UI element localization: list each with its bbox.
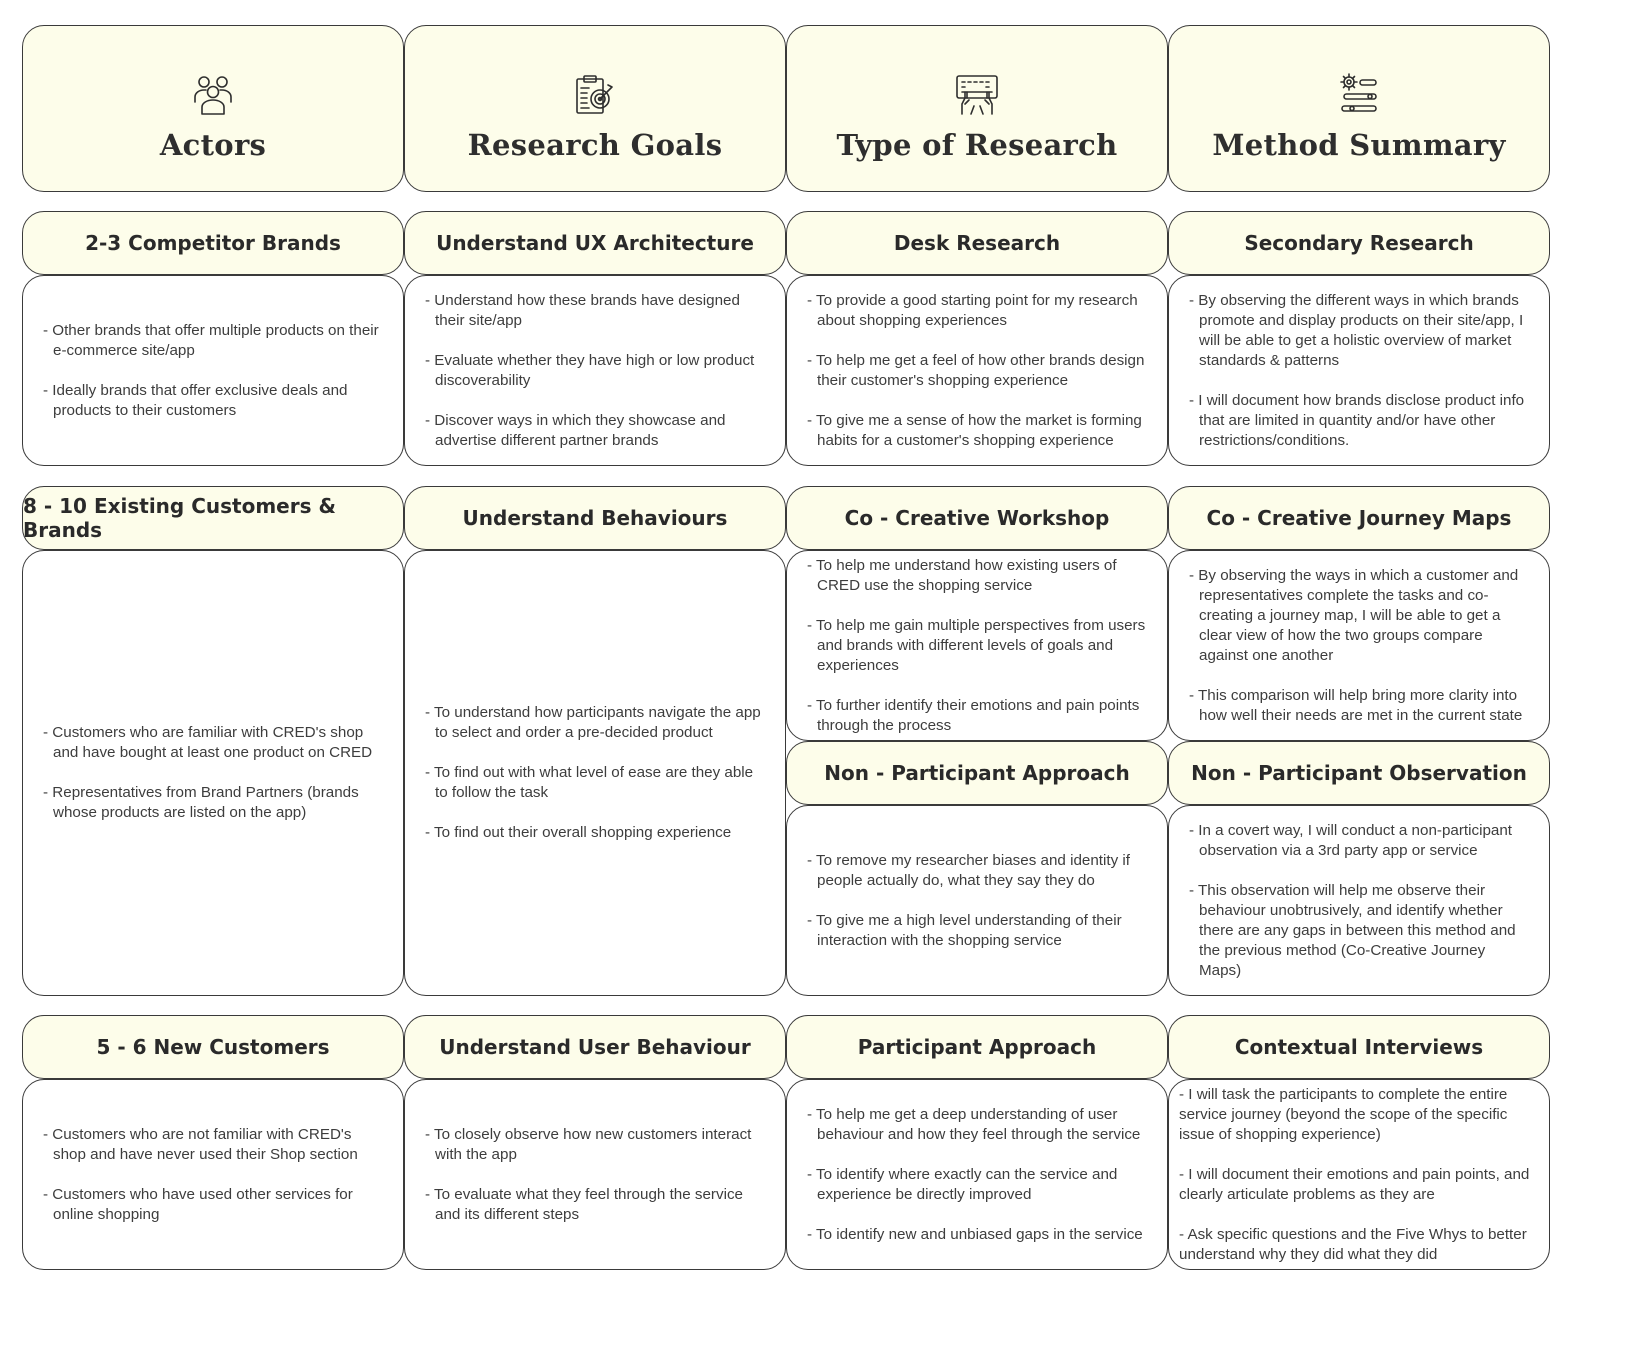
list-item: - To identify where exactly can the service and experience be directly improved [807, 1165, 1118, 1203]
list-item: - Ask specific questions and the Five Whys to better understand why they did what they did [1179, 1225, 1527, 1263]
label-text: Participant Approach [857, 1035, 1097, 1059]
label-text: Contextual Interviews [1234, 1035, 1484, 1059]
header-actors [22, 25, 404, 192]
list-item: - By observing the different ways in which brands promote and display products on their site/app, I will be able to get a holistic overview of market standards & patterns [1189, 291, 1524, 369]
list-item: - Customers who are familiar with CRED's shop and have bought at least one product on CRED [43, 724, 373, 761]
list-item: - To provide a good starting point for my research about shopping experiences [807, 291, 1138, 329]
label-contextual-interviews [1168, 1015, 1550, 1079]
list-item: - By observing the ways in which a customer and representatives complete the tasks and co-creating a journey map, I will be able to get a clear view of how the two groups compare against one another [1189, 566, 1519, 664]
label-text: Desk Research [893, 231, 1061, 255]
content-contextual-interviews [1168, 1079, 1550, 1270]
label-text: Non - Participant Approach [824, 761, 1130, 785]
content-understand-user-behaviour [404, 1079, 786, 1270]
header-method-summary [1168, 25, 1550, 192]
gear-process-icon [1336, 72, 1382, 118]
list-item: - To give me a high level understanding of their interaction with the shopping service [807, 911, 1122, 949]
label-text: Secondary Research [1244, 231, 1474, 255]
list-item: - To find out their overall shopping experience [425, 824, 732, 841]
content-desk-research [786, 275, 1168, 466]
label-text: 8 - 10 Existing Customers & Brands [23, 494, 336, 542]
list-item: - To help me understand how existing users of CRED use the shopping service [807, 556, 1117, 594]
list-item: - To help me get a feel of how other brands design their customer's shopping experience [807, 351, 1145, 389]
list-item: - This comparison will help bring more clarity into how well their needs are met in the current state [1189, 686, 1523, 724]
list-item: - To closely observe how new customers interact with the app [425, 1125, 752, 1163]
label-text: Co - Creative Workshop [844, 506, 1110, 530]
content-co-creative-journey-maps [1168, 550, 1550, 741]
list-item: - To further identify their emotions and pain points through the process [807, 696, 1140, 734]
label-non-participant-observation [1168, 741, 1550, 805]
label-text: Non - Participant Observation [1191, 761, 1527, 785]
content-existing-customers-brands [22, 550, 404, 996]
list-item: - This observation will help me observe their behaviour unobtrusively, and identify whether there are any gaps in between this method and the previous method (Co-Creative Journey Maps) [1189, 881, 1516, 979]
list-item: - I will document how brands disclose product info that are limited in quantity and/or have other restrictions/conditions. [1189, 391, 1525, 449]
header-title: Research Goals [467, 128, 723, 162]
list-item: - Customers who have used other services for online shopping [43, 1185, 353, 1223]
label-text: Understand User Behaviour [439, 1035, 751, 1059]
content-secondary-research [1168, 275, 1550, 466]
content-co-creative-workshop [786, 550, 1168, 741]
label-text: Understand UX Architecture [436, 231, 754, 255]
label-understand-user-behaviour [404, 1015, 786, 1079]
label-text: 2-3 Competitor Brands [85, 231, 341, 255]
people-icon [190, 72, 236, 118]
label-secondary-research [1168, 211, 1550, 275]
header-research-goals [404, 25, 786, 192]
list-item: - To understand how participants navigate the app to select and order a pre-decided product [425, 704, 761, 741]
list-item: - Understand how these brands have designed their site/app [425, 291, 740, 329]
label-desk-research [786, 211, 1168, 275]
header-type-of-research [786, 25, 1168, 192]
content-understand-ux-architecture [404, 275, 786, 466]
label-text: Understand Behaviours [462, 506, 728, 530]
label-new-customers [22, 1015, 404, 1079]
list-item: - I will document their emotions and pain points, and clearly articulate problems as they are [1179, 1165, 1530, 1203]
label-co-creative-workshop [786, 486, 1168, 550]
label-existing-customers-brands [22, 486, 404, 550]
header-title: Type of Research [836, 128, 1118, 162]
label-participant-approach [786, 1015, 1168, 1079]
label-text: Co - Creative Journey Maps [1206, 506, 1512, 530]
header-title: Method Summary [1212, 128, 1506, 162]
list-item: - To help me gain multiple perspectives from users and brands with different levels of goals and experiences [807, 616, 1146, 674]
list-item: - I will task the participants to complete the entire service journey (beyond the scope of the specific issue of shopping experience) [1179, 1085, 1508, 1143]
list-item: - Representatives from Brand Partners (brands whose products are listed on the app) [43, 784, 359, 821]
list-item: - Discover ways in which they showcase and advertise different partner brands [425, 411, 726, 449]
label-understand-behaviours [404, 486, 786, 550]
content-competitor-brands [22, 275, 404, 466]
label-non-participant-approach [786, 741, 1168, 805]
content-non-participant-observation [1168, 805, 1550, 996]
content-understand-behaviours [404, 550, 786, 996]
list-item: - To help me get a deep understanding of user behaviour and how they feel through the service [807, 1105, 1141, 1143]
label-co-creative-journey-maps [1168, 486, 1550, 550]
hands-keyboard-icon [954, 72, 1000, 118]
content-new-customers [22, 1079, 404, 1270]
label-text: 5 - 6 New Customers [96, 1035, 330, 1059]
list-item: - To evaluate what they feel through the service and its different steps [425, 1185, 744, 1223]
label-understand-ux-architecture [404, 211, 786, 275]
list-item: - Ideally brands that offer exclusive deals and products to their customers [43, 381, 348, 419]
list-item: - Evaluate whether they have high or low product discoverability [425, 351, 755, 389]
list-item: - To give me a sense of how the market is forming habits for a customer's shopping experience [807, 411, 1142, 449]
content-non-participant-approach [786, 805, 1168, 996]
list-item: - To remove my researcher biases and identity if people actually do, what they say they do [807, 851, 1131, 889]
list-item: - To identify new and unbiased gaps in the service [807, 1225, 1143, 1243]
header-title: Actors [159, 128, 267, 162]
content-participant-approach [786, 1079, 1168, 1270]
list-item: - Customers who are not familiar with CRED's shop and have never used their Shop section [43, 1125, 358, 1163]
label-competitor-brands [22, 211, 404, 275]
list-item: - Other brands that offer multiple products on their e-commerce site/app [43, 321, 379, 359]
list-item: - To find out with what level of ease are they able to follow the task [425, 764, 754, 801]
clipboard-target-icon [572, 72, 618, 118]
list-item: - In a covert way, I will conduct a non-participant observation via a 3rd party app or service [1189, 821, 1513, 859]
